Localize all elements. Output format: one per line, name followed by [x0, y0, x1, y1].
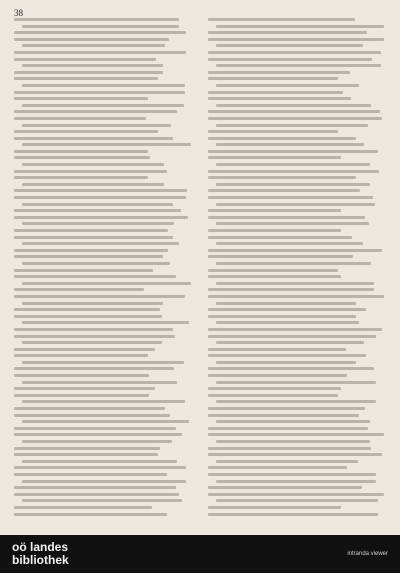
text-line-placeholder [216, 84, 359, 87]
text-line-placeholder [208, 427, 368, 430]
text-line-placeholder [14, 486, 176, 489]
text-line-placeholder [216, 242, 363, 245]
text-line-placeholder [22, 163, 164, 166]
text-line-placeholder [216, 64, 381, 67]
text-line-placeholder [14, 387, 155, 390]
text-line-placeholder [208, 189, 360, 192]
text-line-placeholder [208, 170, 379, 173]
text-line-placeholder [22, 44, 165, 47]
text-line-placeholder [208, 374, 347, 377]
text-line-placeholder [22, 64, 163, 67]
text-line-placeholder [208, 150, 378, 153]
text-line-placeholder [208, 506, 341, 509]
text-line-placeholder [208, 387, 341, 390]
text-line-placeholder [216, 321, 359, 324]
text-line-placeholder [208, 31, 367, 34]
text-line-placeholder [14, 58, 156, 61]
page-number: 38 [14, 8, 23, 18]
text-line-placeholder [22, 341, 162, 344]
text-line-placeholder [14, 275, 176, 278]
text-line-placeholder [22, 302, 163, 305]
text-line-placeholder [22, 104, 184, 107]
text-line-placeholder [208, 493, 384, 496]
text-line-placeholder [22, 440, 172, 443]
text-line-placeholder [14, 269, 153, 272]
text-line-placeholder [14, 176, 148, 179]
text-line-placeholder [22, 381, 177, 384]
text-line-placeholder [208, 176, 356, 179]
text-line-placeholder [22, 321, 189, 324]
text-line-placeholder [14, 209, 181, 212]
text-line-placeholder [14, 189, 187, 192]
text-line-placeholder [22, 242, 179, 245]
text-line-placeholder [14, 335, 175, 338]
text-line-placeholder [14, 18, 179, 21]
text-line-placeholder [208, 117, 382, 120]
text-line-placeholder [14, 170, 167, 173]
text-line-placeholder [208, 51, 381, 54]
text-line-placeholder [14, 97, 148, 100]
text-line-placeholder [208, 335, 376, 338]
text-line-placeholder [14, 453, 158, 456]
text-line-placeholder [216, 44, 363, 47]
text-line-placeholder [14, 493, 179, 496]
text-line-placeholder [208, 473, 376, 476]
text-line-placeholder [14, 150, 148, 153]
text-line-placeholder [216, 203, 375, 206]
text-line-placeholder [216, 420, 370, 423]
text-line-placeholder [208, 130, 338, 133]
text-line-placeholder [216, 499, 378, 502]
text-line-placeholder [14, 308, 160, 311]
text-line-placeholder [14, 354, 148, 357]
text-line-placeholder [208, 110, 380, 113]
text-line-placeholder [22, 460, 177, 463]
text-line-placeholder [208, 156, 341, 159]
text-line-placeholder [208, 275, 341, 278]
text-line-placeholder [216, 183, 370, 186]
text-line-placeholder [14, 249, 168, 252]
text-line-placeholder [208, 18, 355, 21]
text-line-placeholder [208, 466, 347, 469]
text-line-placeholder [208, 315, 356, 318]
text-line-placeholder [208, 414, 359, 417]
text-line-placeholder [216, 163, 370, 166]
text-line-placeholder [14, 367, 174, 370]
text-line-placeholder [22, 361, 184, 364]
text-line-placeholder [208, 269, 338, 272]
text-line-placeholder [14, 506, 152, 509]
text-column-left [14, 18, 192, 524]
logo-line-1: oö landes [12, 540, 69, 554]
text-line-placeholder [22, 124, 171, 127]
text-line-placeholder [22, 203, 173, 206]
text-line-placeholder [14, 255, 163, 258]
text-line-placeholder [216, 262, 371, 265]
text-line-placeholder [14, 288, 144, 291]
text-line-placeholder [14, 427, 176, 430]
library-logo [12, 541, 152, 569]
text-line-placeholder [14, 394, 149, 397]
text-line-placeholder [22, 143, 191, 146]
text-line-placeholder [14, 110, 177, 113]
text-line-placeholder [216, 25, 384, 28]
text-line-placeholder [208, 77, 338, 80]
text-line-placeholder [208, 91, 343, 94]
text-line-placeholder [14, 71, 163, 74]
text-line-placeholder [208, 348, 346, 351]
text-line-placeholder [216, 124, 368, 127]
text-line-placeholder [14, 31, 186, 34]
text-line-placeholder [216, 460, 358, 463]
text-line-placeholder [216, 361, 356, 364]
text-line-placeholder [208, 38, 384, 41]
text-line-placeholder [14, 77, 158, 80]
text-line-placeholder [216, 480, 376, 483]
text-line-placeholder [208, 236, 352, 239]
text-line-placeholder [208, 249, 382, 252]
text-line-placeholder [216, 341, 364, 344]
text-line-placeholder [22, 183, 164, 186]
text-line-placeholder [208, 354, 366, 357]
text-line-placeholder [208, 216, 365, 219]
text-line-placeholder [14, 295, 185, 298]
text-line-placeholder [22, 262, 170, 265]
text-column-right [208, 18, 386, 524]
text-line-placeholder [208, 209, 341, 212]
text-line-placeholder [208, 71, 350, 74]
text-line-placeholder [14, 51, 186, 54]
text-line-placeholder [22, 499, 182, 502]
text-line-placeholder [14, 196, 186, 199]
text-line-placeholder [208, 433, 384, 436]
text-line-placeholder [14, 91, 185, 94]
text-line-placeholder [14, 374, 149, 377]
text-line-placeholder [208, 137, 356, 140]
text-line-placeholder [208, 407, 365, 410]
text-line-placeholder [14, 137, 173, 140]
text-line-placeholder [14, 447, 160, 450]
text-line-placeholder [208, 255, 353, 258]
text-line-placeholder [14, 117, 146, 120]
text-line-placeholder [208, 447, 371, 450]
text-line-placeholder [14, 473, 167, 476]
text-line-placeholder [216, 381, 376, 384]
text-line-placeholder [208, 328, 382, 331]
text-line-placeholder [208, 196, 373, 199]
text-line-placeholder [14, 513, 167, 516]
text-line-placeholder [14, 229, 168, 232]
text-line-placeholder [216, 222, 369, 225]
text-line-placeholder [208, 394, 338, 397]
text-line-placeholder [22, 25, 179, 28]
text-line-placeholder [216, 104, 371, 107]
text-line-placeholder [22, 84, 185, 87]
text-line-placeholder [22, 222, 174, 225]
text-line-placeholder [14, 433, 182, 436]
text-line-placeholder [208, 453, 382, 456]
text-line-placeholder [22, 420, 189, 423]
text-line-placeholder [22, 480, 186, 483]
text-line-placeholder [208, 308, 366, 311]
text-line-placeholder [14, 414, 170, 417]
text-line-placeholder [216, 302, 356, 305]
text-line-placeholder [14, 315, 162, 318]
text-line-placeholder [22, 282, 191, 285]
text-line-placeholder [216, 282, 374, 285]
text-line-placeholder [208, 58, 372, 61]
text-line-placeholder [14, 38, 169, 41]
text-line-placeholder [14, 466, 186, 469]
logo-line-2: bibliothek [12, 553, 69, 567]
text-line-placeholder [14, 130, 158, 133]
footer-bar [0, 535, 400, 573]
text-line-placeholder [208, 288, 374, 291]
text-line-placeholder [14, 328, 173, 331]
viewer-credit: intranda viewer [347, 551, 388, 557]
text-line-placeholder [216, 440, 370, 443]
text-line-placeholder [22, 400, 185, 403]
text-line-placeholder [216, 143, 364, 146]
text-line-placeholder [14, 156, 150, 159]
text-line-placeholder [14, 236, 173, 239]
text-line-placeholder [208, 97, 351, 100]
text-line-placeholder [208, 229, 341, 232]
text-line-placeholder [208, 295, 384, 298]
text-line-placeholder [14, 348, 155, 351]
text-line-placeholder [14, 216, 188, 219]
text-line-placeholder [208, 513, 378, 516]
text-line-placeholder [216, 400, 376, 403]
text-line-placeholder [14, 407, 165, 410]
text-line-placeholder [208, 367, 374, 370]
text-line-placeholder [208, 486, 362, 489]
